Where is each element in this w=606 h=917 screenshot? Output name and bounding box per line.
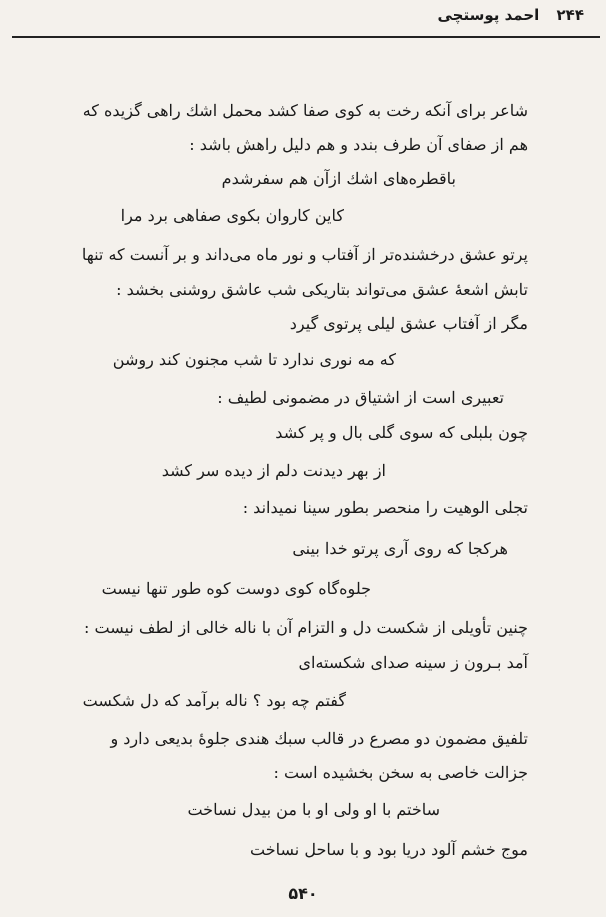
text-line: تجلی الوهیت را منحصر بطور سینا نمیداند :	[242, 498, 528, 517]
text-line: شاعر برای آنکه رخت به کوی صفا کشد محمل اشك راهی گزیده که	[82, 101, 528, 120]
text-line: پرتو عشق درخشنده‌تر از آفتاب و نور ماه می‌داند و بر آنست که تنها	[81, 245, 528, 264]
verse-line: کاین کاروان بکوی صفاهی برد مرا	[120, 206, 344, 225]
footer-page-number: ۵۴۰	[288, 884, 318, 903]
text-line: چنین تأویلی از شکست دل و التزام آن با ناله خالی از لطف نیست :	[84, 618, 528, 637]
verse-line: آمد بـرون ز سینه صدای شکسته‌ای	[298, 653, 528, 672]
text-line: جزالت خاصی به سخن بخشیده است :	[273, 763, 528, 782]
text-line: هم از صفای آن طرف بندد و هم دلیل راهش باشد :	[189, 135, 528, 154]
verse-line: موج خشم آلود دریا بود و با ساحل نساخت	[250, 840, 528, 859]
verse-line: هرکجا که روی آری پرتو خدا بینی	[292, 539, 508, 558]
running-header	[438, 6, 585, 24]
verse-line: ساختم با او ولی او با من بیدل نساخت	[187, 800, 440, 819]
verse-line: باقطره‌های اشك ازآن هم سفرشدم	[221, 169, 456, 188]
text-line: تلفیق مضمون دو مصرع در قالب سبك هندی جلوهٔ بدیعی دارد و	[110, 729, 528, 748]
text-line: تعبیری است از اشتیاق در مضمونی لطیف :	[217, 388, 504, 407]
verse-line: که مه نوری ندارد تا شب مجنون کند روشن	[112, 350, 396, 369]
header-rule	[12, 36, 600, 38]
header-author: احمد پوستچی	[437, 6, 540, 24]
verse-line: مگر از آفتاب عشق لیلی پرتوی گیرد	[289, 314, 528, 333]
verse-line: چون بلبلی که سوی گلی بال و پر کشد	[275, 423, 528, 442]
text-line: تابش اشعهٔ عشق می‌تواند بتاریکی شب عاشق روشنی بخشد :	[116, 280, 528, 299]
verse-line: گفتم چه بود ؟ ناله برآمد که دل شکست	[82, 691, 346, 710]
verse-line: جلوه‌گاه کوی دوست کوه طور تنها نیست	[101, 579, 371, 598]
verse-line: از بهر دیدنت دلم از دیده سر کشد	[161, 461, 386, 480]
header-page-number: ۲۴۴	[556, 6, 584, 24]
